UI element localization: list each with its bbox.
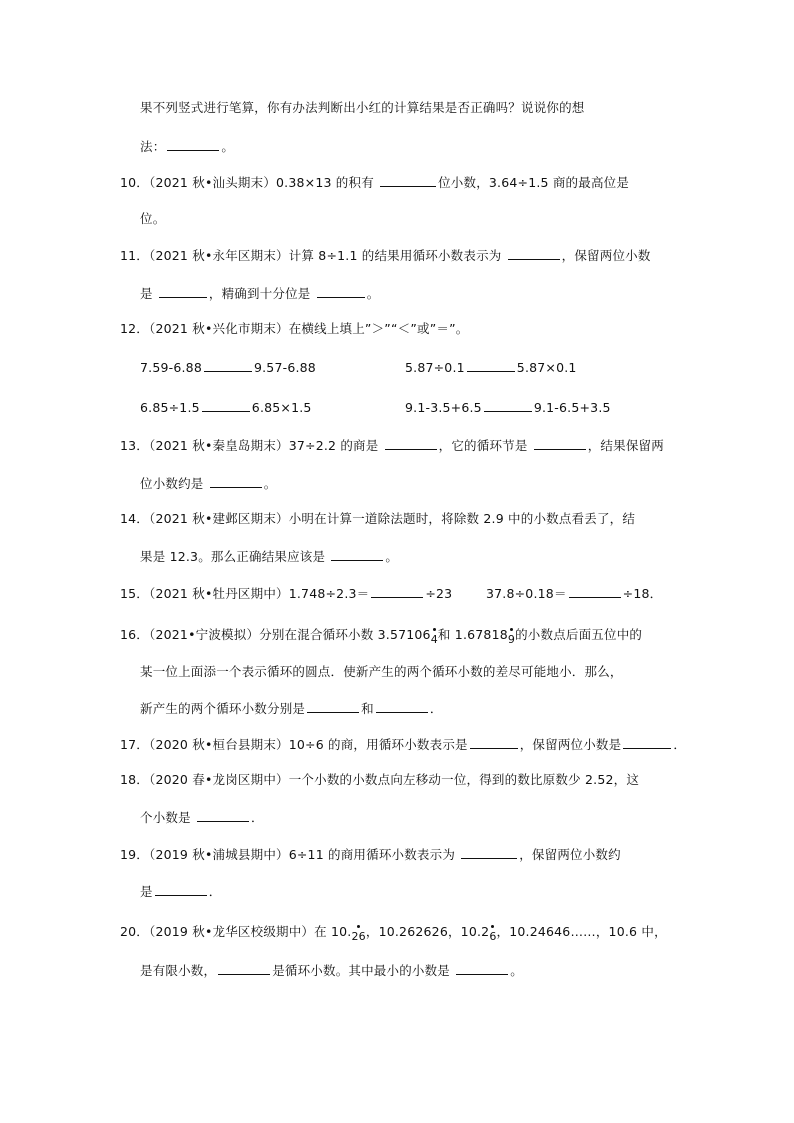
q14-text: 。 xyxy=(385,549,399,564)
compare-blank[interactable] xyxy=(202,399,250,412)
q11-text: ，保留两位小数 xyxy=(561,248,651,263)
q9-text: 。 xyxy=(221,139,235,154)
q20-text: 是循环小数。其中最小的小数是 xyxy=(272,963,451,978)
q16-text: 16．（2021•宁波模拟）分别在混合循环小数 3.57106 xyxy=(120,627,431,642)
answer-blank[interactable] xyxy=(376,700,428,713)
answer-blank[interactable] xyxy=(307,700,359,713)
q20-text: ，10.24646……，10.6 中， xyxy=(496,924,667,939)
q16-text: 新产生的两个循环小数分别是 xyxy=(140,701,306,716)
compare-blank[interactable] xyxy=(467,359,515,372)
expression-left: 9.1-3.5+6.5 xyxy=(405,400,482,415)
q20-text: 是有限小数， xyxy=(140,963,217,978)
q16-line-1 xyxy=(120,627,642,644)
q18-text: 18．（2020 春•龙岗区期中）一个小数的小数点向左移动一位，得到的数比原数少 2.52，这 xyxy=(120,772,640,787)
q16-text: ． xyxy=(429,701,443,716)
q18-line-1 xyxy=(120,772,639,788)
q20-line-2 xyxy=(140,962,523,979)
q9-line-2 xyxy=(140,138,234,155)
expression-left: 6.85÷1.5 xyxy=(140,400,200,415)
q15-line-part2 xyxy=(486,585,662,602)
answer-blank[interactable] xyxy=(197,809,249,822)
q19-line-2 xyxy=(140,883,221,900)
expression-left: 7.59-6.88 xyxy=(140,360,202,375)
expression-right: 9.57-6.88 xyxy=(253,360,316,375)
q13-text: 。 xyxy=(263,476,277,491)
q12-item-3 xyxy=(140,399,312,416)
q13-text: 位小数约是 xyxy=(140,476,204,491)
q18-text: 个小数是 xyxy=(140,810,191,825)
q11-text: 11．（2021 秋•永年区期末）计算 8÷1.1 的结果用循环小数表示为 xyxy=(120,248,502,263)
q15-line xyxy=(120,585,452,602)
q13-line-2 xyxy=(140,475,276,492)
q10-text: 10．（2021 秋•汕头期末）0.38×13 的积有 xyxy=(120,175,374,190)
repeating-digit: 9 xyxy=(507,633,516,646)
q16-line-2 xyxy=(140,664,623,680)
q17-text: ． xyxy=(673,737,687,752)
q20-line-1 xyxy=(120,924,667,941)
repeating-digit: 4 xyxy=(430,633,438,646)
answer-blank[interactable] xyxy=(331,548,383,561)
q20-text: ，10.262626，10.2 xyxy=(365,924,490,939)
q11-text: 。 xyxy=(366,286,380,301)
q17-line xyxy=(120,736,686,753)
q16-text: 和 xyxy=(361,701,374,716)
q15-text: 37.8÷0.18＝ xyxy=(486,586,567,601)
q13-line-1 xyxy=(120,437,664,454)
answer-blank[interactable] xyxy=(470,736,518,749)
q19-text: 19．（2019 秋•浦城县期中）6÷11 的商用循环小数表示为 xyxy=(120,847,456,862)
q14-line-2 xyxy=(140,548,398,565)
answer-blank[interactable] xyxy=(218,962,270,975)
q15-text: 15．（2021 秋•牡丹区期中）1.748÷2.3＝ xyxy=(120,586,370,601)
q19-text: 是 xyxy=(140,884,153,899)
q14-line-1 xyxy=(120,511,635,527)
expression-left: 5.87÷0.1 xyxy=(405,360,465,375)
q16-text: 和 1.67818 xyxy=(437,627,508,642)
q19-text: ，保留两位小数约 xyxy=(519,847,621,862)
answer-blank[interactable] xyxy=(508,247,560,260)
expression-right: 9.1-6.5+3.5 xyxy=(533,400,611,415)
q14-text: 果是 12.3。那么正确结果应该是 xyxy=(140,549,326,564)
answer-blank[interactable] xyxy=(385,437,437,450)
q10-line-1 xyxy=(120,174,629,191)
q13-text: 13．（2021 秋•秦皇岛期末）37÷2.2 的商是 xyxy=(120,438,379,453)
q15-text: ÷18． xyxy=(622,586,663,601)
answer-blank[interactable] xyxy=(159,285,207,298)
expression-right: 5.87×0.1 xyxy=(516,360,577,375)
answer-blank[interactable] xyxy=(167,138,219,151)
answer-blank[interactable] xyxy=(155,883,207,896)
q11-text: 是 xyxy=(140,286,153,301)
q18-line-2 xyxy=(140,809,264,826)
compare-blank[interactable] xyxy=(484,399,532,412)
q13-text: ，结果保留两 xyxy=(587,438,664,453)
q11-line-1 xyxy=(120,247,651,264)
q10-text: 位。 xyxy=(140,211,166,226)
expression-right: 6.85×1.5 xyxy=(251,400,312,415)
q17-text: 17．（2020 秋•桓台县期末）10÷6 的商，用循环小数表示是 xyxy=(120,737,468,752)
q9-line-1 xyxy=(140,100,585,116)
q9-text: 法： xyxy=(140,139,166,154)
q12-item-1 xyxy=(140,359,316,376)
q20-text: 20．（2019 秋•龙华区校级期中）在 10. xyxy=(120,924,352,939)
answer-blank[interactable] xyxy=(623,736,671,749)
q10-text: 位小数，3.64÷1.5 商的最高位是 xyxy=(438,175,630,190)
answer-blank[interactable] xyxy=(461,846,517,859)
q19-text: ． xyxy=(208,884,222,899)
q12-text: 12．（2021 秋•兴化市期末）在横线上填上”＞”“＜”或”＝”。 xyxy=(120,321,469,336)
q12-stem xyxy=(120,321,468,337)
q14-text: 14．（2021 秋•建邺区期末）小明在计算一道除法题时，将除数 2.9 中的小数点看丢了，结 xyxy=(120,511,636,526)
q10-line-2 xyxy=(140,211,165,227)
repeating-digits: 26 xyxy=(351,930,366,943)
repeating-digit: 6 xyxy=(489,930,497,943)
compare-blank[interactable] xyxy=(204,359,252,372)
q16-line-3 xyxy=(140,700,443,717)
q18-text: ． xyxy=(251,810,264,825)
answer-blank[interactable] xyxy=(569,585,621,598)
answer-blank[interactable] xyxy=(534,437,586,450)
q16-text: 某一位上面添一个表示循环的圆点．使新产生的两个循环小数的差尽可能地小．那么， xyxy=(140,664,623,679)
answer-blank[interactable] xyxy=(210,475,262,488)
q9-text: 果不列竖式进行笔算，你有办法判断出小红的计算结果是否正确吗？说说你的想 xyxy=(140,100,585,115)
q16-text: 的小数点后面五位中的 xyxy=(515,627,643,642)
answer-blank[interactable] xyxy=(317,285,365,298)
q20-text: 。 xyxy=(510,963,523,978)
q15-text: ÷23 xyxy=(425,586,453,601)
q11-text: ，精确到十分位是 xyxy=(208,286,311,301)
answer-blank[interactable] xyxy=(456,962,508,975)
q19-line-1 xyxy=(120,846,621,863)
answer-blank[interactable] xyxy=(371,585,423,598)
q11-line-2 xyxy=(140,285,379,302)
q12-item-4 xyxy=(405,399,611,416)
q17-text: ，保留两位小数是 xyxy=(519,737,622,752)
q12-item-2 xyxy=(405,359,577,376)
answer-blank[interactable] xyxy=(380,174,436,187)
q13-text: ，它的循环节是 xyxy=(438,438,528,453)
